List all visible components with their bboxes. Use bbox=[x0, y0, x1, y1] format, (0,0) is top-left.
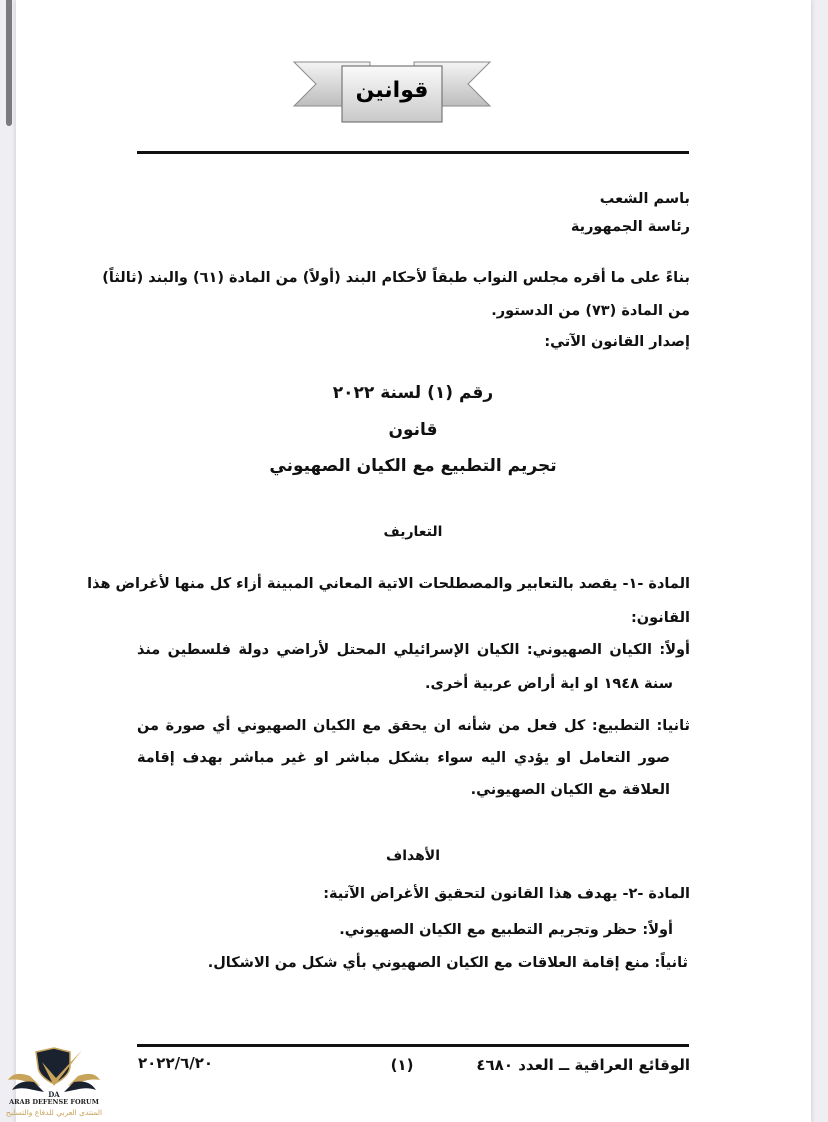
document-page bbox=[16, 0, 811, 1122]
preamble-line-3: إصدار القانون الآتي: bbox=[544, 334, 690, 350]
banner-title: قوانين bbox=[355, 78, 429, 103]
logo-emblem-icon bbox=[4, 1046, 104, 1098]
in-the-name-of-people: باسم الشعب bbox=[599, 191, 690, 207]
law-number: رقم (١) لسنة ٢٠٢٢ bbox=[332, 383, 494, 403]
article1-second-line-1: ثانيا: التطبيع: كل فعل من شأنه ان يحقق مع الكيان الصهيوني أي صورة من bbox=[137, 718, 690, 734]
gazette-issue: الوقائع العراقية ــ العدد ٤٦٨٠ bbox=[476, 1056, 690, 1074]
arab-defense-forum-watermark bbox=[4, 1046, 104, 1122]
article1-first-line-1: أولاً: الكيان الصهيوني: الكيان الإسرائيلي المحتل لأراضي دولة فلسطين منذ bbox=[137, 642, 690, 658]
article1-second-line-2: صور التعامل او يؤدي اليه سواء بشكل مباشر او غير مباشر بهدف إقامة bbox=[137, 750, 670, 766]
law-type: قانون bbox=[388, 420, 438, 440]
logo-monogram: DA bbox=[48, 1090, 60, 1098]
article1-first-line-2: سنة ١٩٤٨ او اية أراض عربية أخرى. bbox=[425, 676, 673, 692]
section-banner bbox=[292, 58, 492, 128]
presidency: رئاسة الجمهورية bbox=[570, 219, 690, 235]
objectives-heading: الأهداف bbox=[385, 848, 441, 864]
page-number: (١) bbox=[390, 1056, 414, 1074]
preamble-line-1: بناءً على ما أقره مجلس النواب طبقاً لأحكام البند (أولاً) من المادة (٦١) والبند (ثالثاً) bbox=[102, 270, 690, 286]
definitions-heading: التعاريف bbox=[383, 524, 443, 540]
article1-second-line-3: العلاقة مع الكيان الصهيوني. bbox=[470, 782, 670, 798]
article1-line-1: المادة -١- يقصد بالتعابير والمصطلحات الاتية المعاني المبينة أزاء كل منها لأغراض هذا bbox=[87, 576, 690, 592]
article2-line-1: المادة -٢- يهدف هذا القانون لتحقيق الأغراض الآتية: bbox=[323, 886, 690, 902]
logo-english-text: ARAB DEFENSE FORUM bbox=[9, 1098, 99, 1106]
footer-divider bbox=[137, 1044, 689, 1047]
issue-date: ٢٠٢٢/٦/٢٠ bbox=[138, 1054, 214, 1072]
article2-second: ثانياً: منع إقامة العلاقات مع الكيان الصهيوني بأي شكل من الاشكال. bbox=[207, 955, 688, 971]
preamble-line-2: من المادة (٧٣) من الدستور. bbox=[491, 303, 690, 319]
header-divider bbox=[137, 151, 689, 154]
article1-line-2: القانون: bbox=[630, 610, 690, 626]
scrollbar[interactable] bbox=[6, 0, 12, 126]
law-name: تجريم التطبيع مع الكيان الصهيوني bbox=[269, 456, 557, 476]
article2-first: أولاً: حظر وتجريم التطبيع مع الكيان الصهيوني. bbox=[339, 922, 673, 938]
logo-arabic-text: المنتدى العربي للدفاع والتسليح bbox=[5, 1108, 103, 1117]
